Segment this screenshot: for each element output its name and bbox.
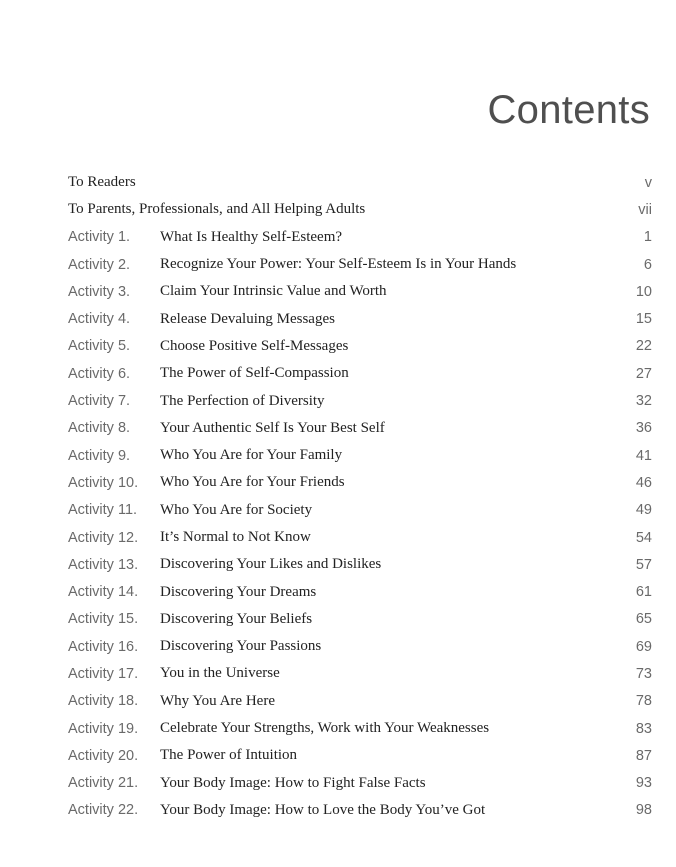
toc-page-number: 46 <box>635 474 652 491</box>
activity-number: Activity 19. <box>68 720 139 737</box>
toc-page-number: 61 <box>635 584 652 601</box>
toc-entry-activity <box>68 333 652 360</box>
toc-entry-activity <box>68 660 652 687</box>
activity-title: The Power of Self-Compassion <box>160 365 349 382</box>
toc-page-number: 27 <box>635 365 652 382</box>
page-title: Contents <box>487 88 650 132</box>
toc-page-number: 78 <box>635 693 652 710</box>
activity-title: Who You Are for Your Friends <box>160 474 345 491</box>
activity-title: It’s Normal to Not Know <box>160 529 311 545</box>
toc-entry-activity <box>68 578 652 605</box>
toc-page-number: 87 <box>635 747 652 764</box>
toc-entry-to-parents <box>68 196 652 223</box>
toc-entry-activity <box>68 305 652 332</box>
toc-entry-activity <box>68 415 652 442</box>
activity-number: Activity 8. <box>68 420 131 437</box>
toc-page-number: 22 <box>635 338 652 355</box>
toc-page-number: 10 <box>635 283 652 300</box>
toc-entry-title: To Parents, Professionals, and All Helping Adults <box>68 201 366 218</box>
toc-page-number: 65 <box>635 611 652 628</box>
toc-page-number: 36 <box>635 420 652 437</box>
activity-title: The Power of Intuition <box>160 747 298 764</box>
toc-page-number: 73 <box>635 665 652 682</box>
activity-title: Claim Your Intrinsic Value and Worth <box>160 283 387 300</box>
toc-entry-activity <box>68 551 652 578</box>
activity-number: Activity 6. <box>68 365 131 382</box>
toc-page-number: 1 <box>643 229 652 246</box>
activity-number: Activity 4. <box>68 311 131 328</box>
activity-title: Discovering Your Beliefs <box>160 610 313 627</box>
toc-entry-activity <box>68 633 652 660</box>
toc-page-number: 15 <box>635 311 652 328</box>
activity-number: Activity 13. <box>68 556 139 573</box>
activity-number: Activity 11. <box>68 502 138 519</box>
toc-entry-activity <box>68 770 652 797</box>
toc-page-number: 54 <box>635 529 652 546</box>
toc-page-number: 6 <box>643 256 652 273</box>
toc-entry-activity <box>68 497 652 524</box>
activity-number: Activity 10. <box>68 474 139 491</box>
activity-title: What Is Healthy Self-Esteem? <box>160 228 343 245</box>
activity-number: Activity 20. <box>68 747 139 764</box>
activity-number: Activity 7. <box>68 393 131 410</box>
toc-page-number: 69 <box>635 638 652 655</box>
activity-title: Discovering Your Likes and Dislikes <box>160 556 382 573</box>
toc-page-number: 93 <box>635 775 652 792</box>
toc-page-number: v <box>644 174 652 191</box>
toc-entry-activity <box>68 360 652 387</box>
activity-number: Activity 1. <box>68 229 131 246</box>
activity-number: Activity 17. <box>68 665 139 682</box>
activity-number: Activity 3. <box>68 283 131 300</box>
activity-number: Activity 14. <box>68 584 139 601</box>
activity-number: Activity 2. <box>68 256 131 273</box>
activity-title: Release Devaluing Messages <box>160 310 335 327</box>
activity-number: Activity 12. <box>68 529 139 546</box>
toc-page-number: 41 <box>635 447 652 464</box>
activity-title: Your Body Image: How to Love the Body You’ve Got <box>160 801 486 818</box>
toc-page-number: 57 <box>635 556 652 573</box>
toc-entry-activity <box>68 715 652 742</box>
activity-number: Activity 16. <box>68 638 139 655</box>
toc-entry-to-readers <box>68 169 652 196</box>
toc-entry-activity <box>68 742 652 769</box>
toc-entry-activity <box>68 797 652 824</box>
toc-page-number: 83 <box>635 720 652 737</box>
toc-entry-activity <box>68 442 652 469</box>
activity-title: Choose Positive Self-Messages <box>160 337 349 354</box>
activity-number: Activity 9. <box>68 447 131 464</box>
toc-entry-activity <box>68 688 652 715</box>
toc-entry-activity <box>68 278 652 305</box>
activity-title: The Perfection of Diversity <box>160 392 325 409</box>
activity-number: Activity 21. <box>68 775 139 792</box>
activity-title: Your Body Image: How to Fight False Facts <box>160 774 426 791</box>
activity-title: Discovering Your Passions <box>160 638 322 655</box>
toc-page-number: 98 <box>635 802 652 819</box>
toc-page-number: 49 <box>635 502 652 519</box>
toc-page-number: vii <box>638 201 652 218</box>
toc-entry-activity <box>68 524 652 551</box>
toc-entry-activity <box>68 387 652 414</box>
activity-number: Activity 18. <box>68 693 139 710</box>
table-of-contents <box>68 169 652 824</box>
toc-entry-title: To Readers <box>68 174 136 191</box>
activity-number: Activity 15. <box>68 611 139 628</box>
activity-title: You in the Universe <box>160 665 280 682</box>
activity-title: Recognize Your Power: Your Self-Esteem Is in Your Hands <box>160 256 517 273</box>
activity-title: Why You Are Here <box>160 692 275 709</box>
activity-title: Who You Are for Society <box>160 501 313 518</box>
toc-page-number: 32 <box>635 393 652 410</box>
activity-number: Activity 22. <box>68 802 139 819</box>
toc-entry-activity <box>68 224 652 251</box>
toc-entry-activity <box>68 606 652 633</box>
toc-entry-activity <box>68 251 652 278</box>
activity-number: Activity 5. <box>68 338 131 355</box>
activity-title: Celebrate Your Strengths, Work with Your Weaknesses <box>160 720 490 737</box>
activity-title: Discovering Your Dreams <box>160 583 317 600</box>
activity-title: Your Authentic Self Is Your Best Self <box>160 419 385 436</box>
activity-title: Who You Are for Your Family <box>160 447 343 464</box>
toc-entry-activity <box>68 469 652 496</box>
